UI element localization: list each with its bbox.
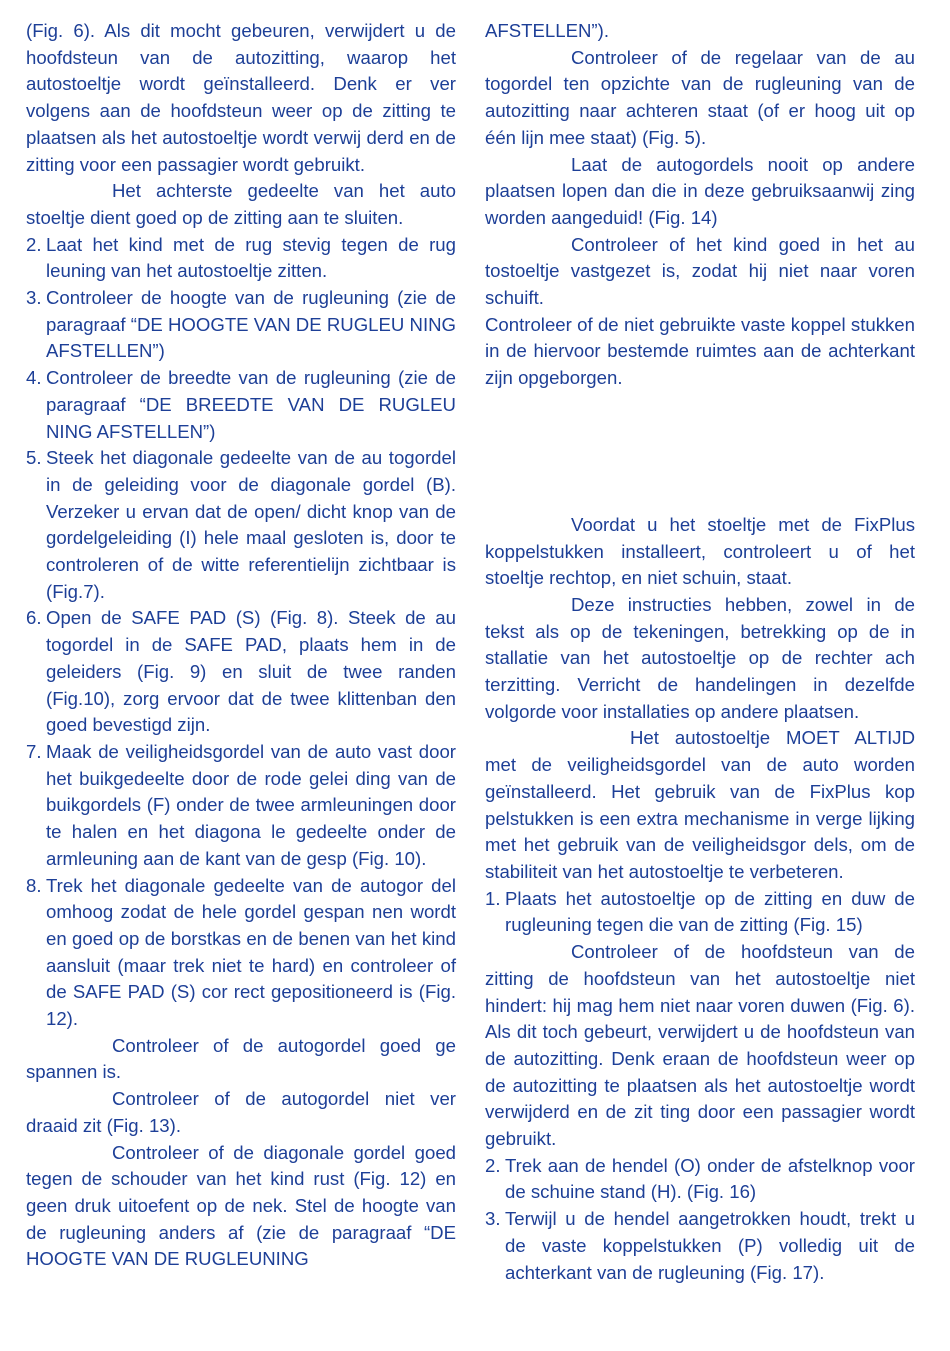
list-item: 7. Maak de veiligheidsgordel van de auto vast door het buikgedeelte door de rode gelei ding van de buikgordels (F) onder de twee armleuningen door te halen en het diagona le gedeelte onder de armleuning aan de kant van de gesp (Fig. 10).	[26, 740, 456, 869]
left-column	[26, 18, 456, 1273]
right-column	[485, 18, 915, 1286]
list-item: 2. Laat het kind met de rug stevig tegen de rug leuning van het autostoeltje zitten.	[26, 233, 456, 282]
check-paragraph: Controleer of de autogordel niet ver draaid zit (Fig. 13).	[26, 1088, 456, 1136]
fixplus-paragraph: Voordat u het stoeltje met de FixPlus koppelstukken installeert, controleert u of het stoeltje rechtop, en niet schuin, staat.	[485, 513, 915, 589]
fixplus-step-1	[485, 886, 915, 939]
intro-paragraph: (Fig. 6). Als dit mocht gebeuren, verwijdert u de hoofdsteun van de autozitting, waarop het autostoeltje wordt geïnstalleerd. Denk er ver volgens aan de hoofdsteun weer op de zitting te plaatsen als het autostoeltje wordt verwij derd en de zitting voor een passagier wordt gebruikt.	[26, 20, 456, 175]
warning-paragraph: Laat de autogordels nooit op andere plaatsen lopen dan die in deze gebruiksaanwij zing worden aangeduid! (Fig. 14)	[485, 153, 915, 228]
list-item: 5. Steek het diagonale gedeelte van de au togordel in de geleiding voor de diagonale gordel (B). Verzeker u ervan dat de open/ dicht knop van de gordelgeleiding (I) hele maal gesloten is, door te controleren of de witte referentielijn zichtbaar is (Fig.7).	[26, 447, 456, 602]
list-item: 6. Open de SAFE PAD (S) (Fig. 8). Steek de au togordel in de SAFE PAD, plaats hem in de geleiders (Fig. 9) en sluit de twee randen (Fig.10), zorg ervoor dat de twee klittenban den goed bevestigd zijn.	[26, 607, 456, 736]
list-item: 3. Controleer de hoogte van de rugleuning (zie de paragraaf “DE HOOGTE VAN DE RUGLEU NING AFSTELLEN”)	[26, 287, 456, 362]
fixplus-steps	[485, 1153, 915, 1287]
fixplus-paragraph: Het autostoeltje MOET ALTIJD met de veiligheidsgordel van de auto worden geïnstalleerd. Het gebruik van de FixPlus kop pelstukken is een extra mechanisme in verge lijking met het gebruik van de veiligheidsgor dels, om de stabiliteit van het autostoeltje te verbeteren.	[485, 727, 915, 882]
list-item: 3. Terwijl u de hendel aangetrokken houdt, trekt u de vaste koppelstukken (P) volledig uit de achterkant van de rugleuning (Fig. 17).	[485, 1208, 915, 1283]
check-paragraph: Controleer of de diagonale gordel goed tegen de schouder van het kind rust (Fig. 12) en geen druk uitoefent op de nek. Stel de hoogte van de rugleuning anders af (zie de paragraaf “DE HOOGTE VAN DE RUGLEUNING	[26, 1141, 456, 1270]
check-paragraph: Controleer of de autogordel goed ge spannen is.	[26, 1034, 456, 1083]
list-item: 1. Plaats het autostoeltje op de zitting en duw de rugleuning tegen die van de zitting (Fig. 15)	[485, 887, 915, 936]
note-paragraph: Het achterste gedeelte van het auto stoeltje dient goed op de zitting aan te sluiten.	[26, 180, 456, 228]
check-paragraph: Controleer of de hoofdsteun van de zitting de hoofdsteun van het autostoeltje niet hindert: hij mag hem niet naar voren duwen (Fig. 6). Als dit toch gebeurt, verwijdert u de hoofdsteun van de autozitting. Denk eraan de hoofdsteun weer op de autozitting te plaatsen als het autostoeltje wordt verwijderd en de zit ting door een passagier wordt gebruikt.	[485, 941, 915, 1150]
list-item: 2. Trek aan de hendel (O) onder de afstelknop voor de schuine stand (H). (Fig. 16)	[485, 1154, 915, 1203]
list-item: 8. Trek het diagonale gedeelte van de autogor del omhoog zodat de hele gordel gespan nen wordt en goed op de borstkas en de benen van het kind aansluit (maar trek niet te hard) en controleer of de SAFE PAD (S) cor rect gepositioneerd is (Fig. 12).	[26, 874, 456, 1030]
section-spacer	[485, 392, 915, 512]
installation-steps	[26, 232, 456, 1033]
list-item: 4. Controleer de breedte van de rugleuning (zie de paragraaf “DE BREEDTE VAN DE RUGLEU NING AFSTELLEN”)	[26, 367, 456, 442]
fixplus-paragraph: Deze instructies hebben, zowel in de tekst als op de tekeningen, betrekking op de in stallatie van het autostoeltje op de rechter ach terzitting. Verricht de handelingen in dezelfde volgorde voor installaties op andere plaatsen.	[485, 593, 915, 722]
check-paragraph: Controleer of de niet gebruikte vaste koppel stukken in de hiervoor bestemde ruimtes aan de achterkant zijn opgeborgen.	[485, 313, 915, 389]
check-paragraph: Controleer of het kind goed in het au tostoeltje vastgezet is, zodat hij niet naar voren schuift.	[485, 233, 915, 309]
continuation-text: AFSTELLEN”).	[485, 20, 609, 41]
check-paragraph: Controleer of de regelaar van de au togordel ten opzichte van de rugleuning van de autozitting naar achteren staat (of er hoog uit op één lijn mee staat) (Fig. 5).	[485, 46, 915, 148]
